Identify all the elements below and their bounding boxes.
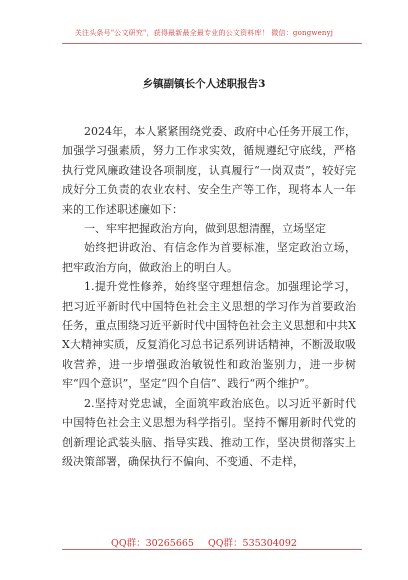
header-promo-note: 关注头条号"公文研究"，获得最新最全最专业的公文资料库！ 微信：gongwenyj [74,29,334,37]
section-heading-1: 一、牢牢把握政治方向，做到思想清醒，立场坚定 [84,222,326,236]
paragraph-item-2: 2.坚持对党忠诚，全面筑牢政治底色。以习近平新时代中国特色社会主义思想为科学指引。坚持不懈用新时代党的创新理论武装头脑、指导实践、推动工作，坚决贯彻落实上级决策部署，确保执行不偏向、不变通、不走样， [62,396,356,468]
footer-divider [62,549,362,550]
footer-qq-group-1: QQ群：30265665 [111,538,194,549]
footer-contact [0,535,408,549]
paragraph-intro: 2024年，本人紧紧围绕党委、政府中心任务开展工作，加强学习强素质，努力工作求实效，循规遵纪守底线，严格执行党风廉政建设各项制度，认真履行“一岗双责”，较好完成好分工负责的农业农村、安全生产等工作，现将本人一年来的工作述职述廉如下： [62,125,356,216]
paragraph-item-1: 1.提升党性修养，始终坚守理想信念。加强理论学习，把习近平新时代中国特色社会主义思想的学习作为首要政治任务，重点围绕习近平新时代中国特色社会主义思想和中共XX大精神实质，反复消化习总书记系列讲话精神，不断汲取吸收营养，进一步增强政治敏锐性和政治鉴别力，进一步树牢“四个意识”，坚定“四个自信”、践行“两个维护”。 [62,280,356,391]
document-body [62,122,356,471]
header-divider [62,43,362,44]
document-title: 乡镇副镇长个人述职报告3 [142,78,266,90]
footer-qq-group-2: QQ群：535304092 [207,538,297,549]
paragraph-section-1: 始终把讲政治、有信念作为首要标准，坚定政治立场，把牢政治方向，做政治上的明白人。 [62,241,356,274]
